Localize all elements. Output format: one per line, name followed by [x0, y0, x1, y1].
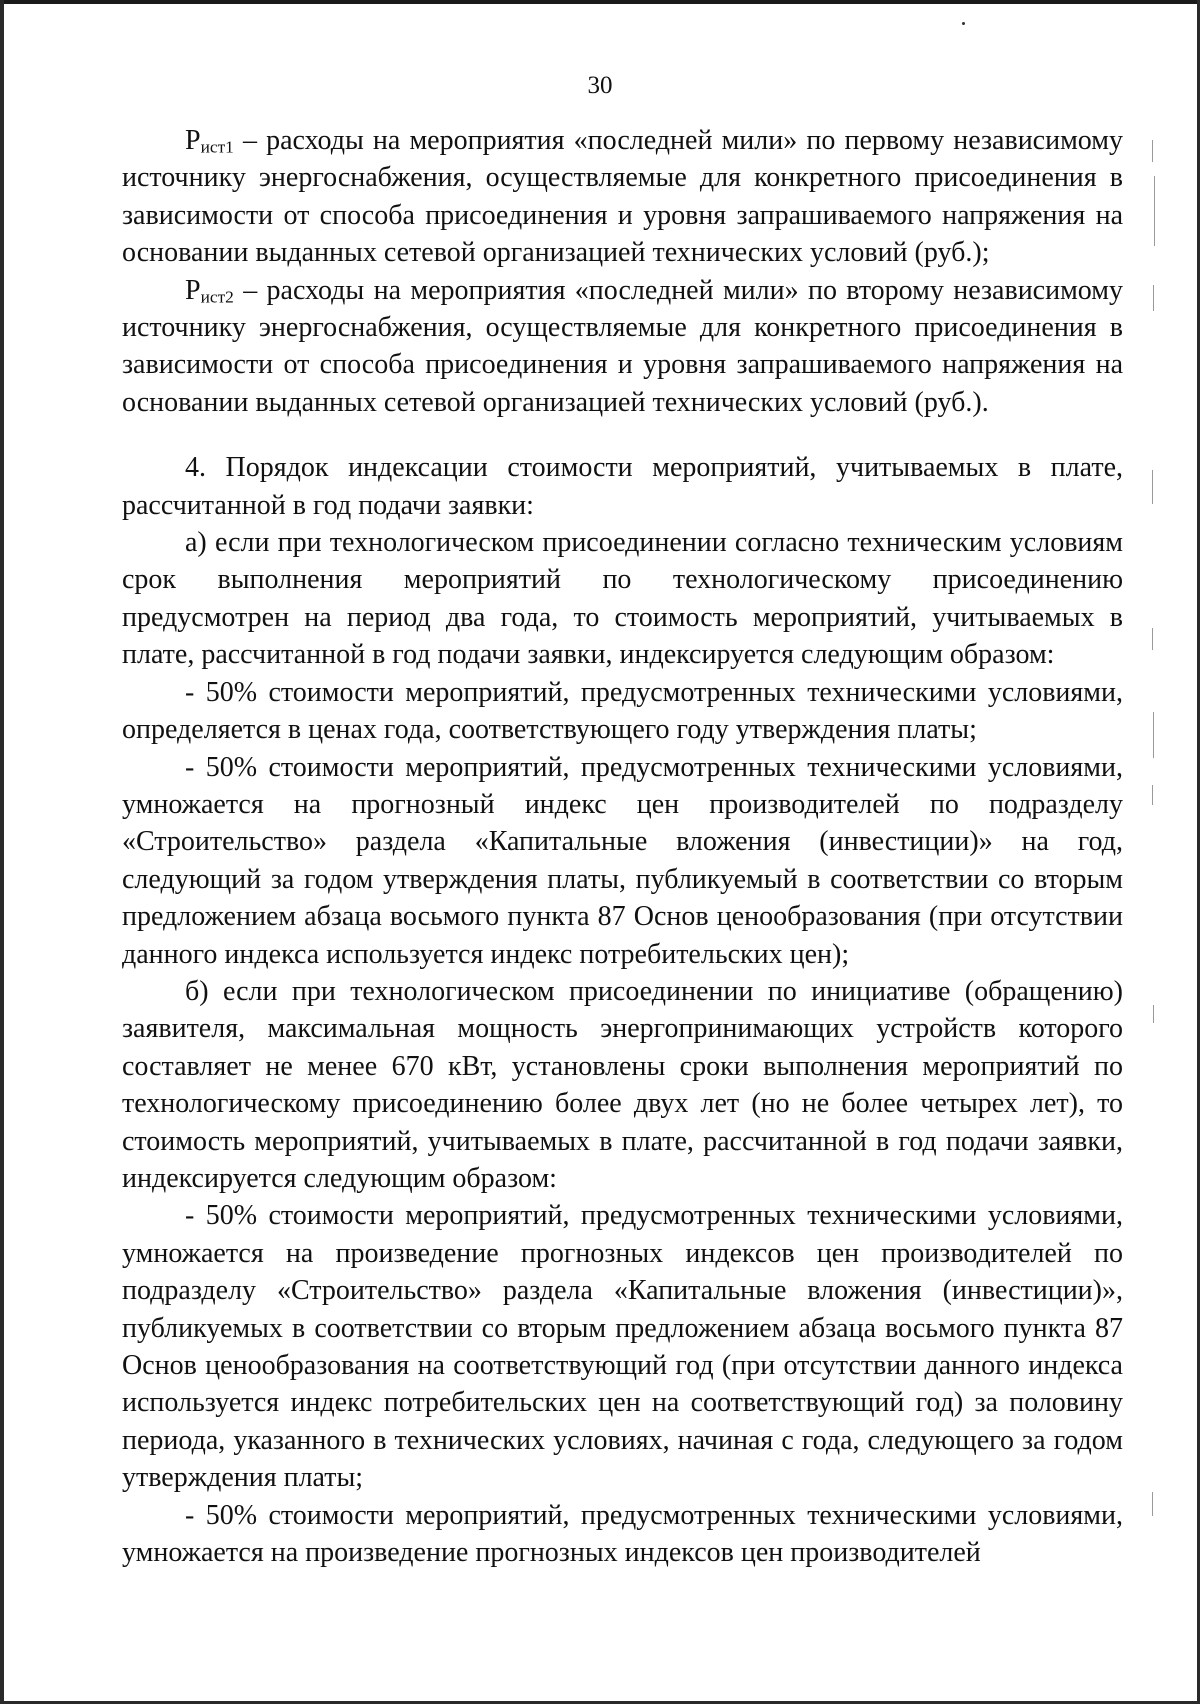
scan-edge-left [0, 0, 4, 1704]
document-body [122, 122, 1123, 1571]
scan-margin-mark [1152, 1492, 1153, 1516]
definition-text: – расходы на мероприятия «последней мили» по первому независимому источнику энергоснабжения, осуществляемые для конкретного присоединения в зависимости от способа присоединения и уровня запрашиваемого напряжения на основании выданных сетевой организацией технических условий (руб.); [122, 125, 1123, 269]
clause-b-item-2: - 50% стоимости мероприятий, предусмотренных техническими условиями, умножается на произведение прогнозных индексов цен производителей [122, 1499, 1123, 1569]
symbol: Р [185, 125, 201, 156]
scan-margin-mark [1152, 785, 1153, 805]
clause-a-item-2: - 50% стоимости мероприятий, предусмотренных техническими условиями, умножается на прогнозный индекс цен производителей по подразделу «Строительство» раздела «Капитальные вложения (инвестиции)» на год, следующий за годом утверждения платы, публикуемый в соответствии со вторым предложением абзаца восьмого пункта 87 Основ ценообразования (при отсутствии данного индекса используется индекс потребительских цен); [122, 751, 1123, 970]
scan-margin-mark [1152, 470, 1153, 504]
clause-a-paragraph: а) если при технологическом присоединении согласно техническим условиям срок выполнения мероприятий по технологическому присоединению предусмотрен на период два года, то стоимость мероприятий, учитываемых в плате, рассчитанной в год подачи заявки, индексируется следующим образом: [122, 527, 1123, 671]
scan-margin-mark [1154, 176, 1155, 246]
scan-margin-mark [1152, 140, 1153, 162]
scan-speck [962, 22, 965, 25]
clause-b-item-1: - 50% стоимости мероприятий, предусмотренных техническими условиями, умножается на произведение прогнозных индексов цен производителей по подразделу «Строительство» раздела «Капитальные вложения (инвестиции)», публикуемых в соответствии со вторым предложением абзаца восьмого пункта 87 Основ ценообразования на соответствующий год (при отсутствии данного индекса используется индекс потребительских цен на соответствующий год) за половину периода, указанного в технических условиях, начиная с года, следующего за годом утверждения платы; [122, 1200, 1123, 1494]
symbol: Р [185, 274, 201, 306]
clause-b-paragraph: б) если при технологическом присоединении по инициативе (обращению) заявителя, максимальная мощность энергопринимающих устройств которого составляет не менее 670 кВт, установлены сроки выполнения мероприятий по технологическому присоединению более двух лет (но не более четырех лет), то стоимость мероприятий, учитываемых в плате, рассчитанной в год подачи заявки, индексируется следующим образом: [122, 975, 1123, 1194]
definition-text: – расходы на мероприятия «последней мили» по второму независимому источнику энергоснабжения, осуществляемые для конкретного присоединения в зависимости от способа присоединения и уровня запрашиваемого напряжения на основании выданных сетевой организацией технических условий (руб.). [122, 274, 1123, 418]
clause-a-item-1: - 50% стоимости мероприятий, предусмотренных техническими условиями, определяется в ценах года, соответствующего году утверждения платы; [122, 676, 1123, 746]
definition-paragraph-p1 [122, 122, 1123, 272]
scan-margin-mark [1153, 285, 1154, 311]
symbol-subscript: ист1 [200, 137, 234, 157]
paragraph-gap [122, 421, 1123, 449]
scan-edge-top [0, 0, 1200, 4]
scan-margin-mark [1153, 1005, 1154, 1023]
symbol-subscript: ист2 [200, 287, 234, 307]
scan-margin-mark [1153, 712, 1154, 758]
definition-paragraph-p2 [122, 272, 1123, 422]
page-number: 30 [587, 72, 613, 99]
scan-margin-mark [1152, 628, 1153, 650]
section-heading-paragraph: 4. Порядок индексации стоимости мероприятий, учитываемых в плате, рассчитанной в год подачи заявки: [122, 452, 1123, 521]
